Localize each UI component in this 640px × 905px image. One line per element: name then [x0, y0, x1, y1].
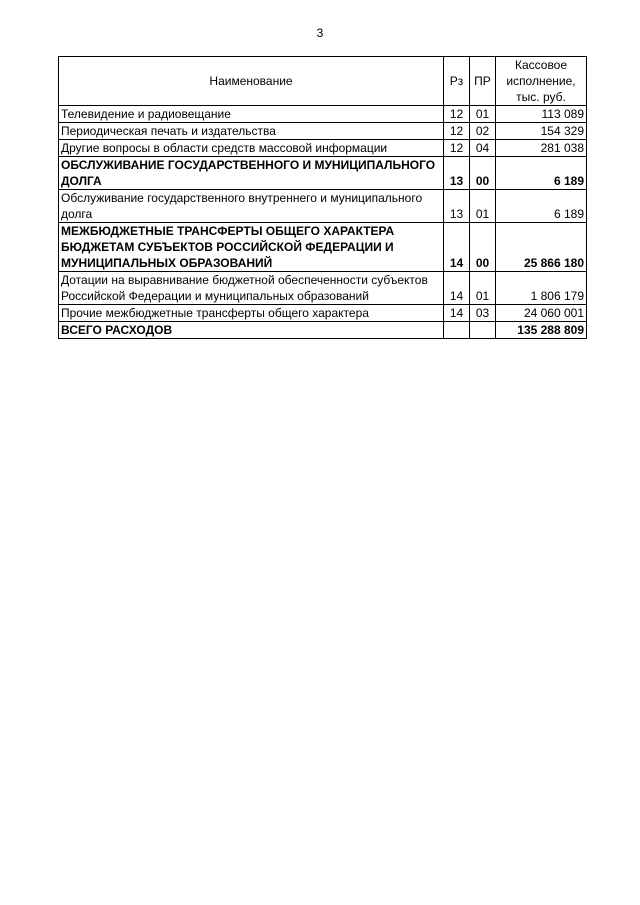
page-number: 3: [316, 26, 324, 40]
row-amount: 6 189: [496, 157, 587, 190]
row-name: Прочие межбюджетные трансферты общего характера: [59, 305, 444, 322]
row-rz: 14: [444, 305, 470, 322]
row-amount: 135 288 809: [496, 322, 587, 339]
table-row: [59, 223, 587, 272]
row-pr: 04: [470, 140, 496, 157]
header-amount: Кассовое исполнение, тыс. руб.: [496, 57, 587, 106]
row-pr: 01: [470, 106, 496, 123]
row-name: Дотации на выравнивание бюджетной обеспеченности субъектов Российской Федерации и муниципальных образований: [59, 272, 444, 305]
row-pr: 01: [470, 272, 496, 305]
row-name: Обслуживание государственного внутреннего и муниципального долга: [59, 190, 444, 223]
table-row: [59, 272, 587, 305]
row-name: Телевидение и радиовещание: [59, 106, 444, 123]
row-pr: 02: [470, 123, 496, 140]
row-rz: 13: [444, 190, 470, 223]
row-rz: 14: [444, 272, 470, 305]
row-rz: 12: [444, 106, 470, 123]
row-rz: 14: [444, 223, 470, 272]
row-pr: 01: [470, 190, 496, 223]
row-amount: 25 866 180: [496, 223, 587, 272]
row-rz: 13: [444, 157, 470, 190]
table-row: [59, 140, 587, 157]
row-rz: 12: [444, 123, 470, 140]
row-name: ВСЕГО РАСХОДОВ: [59, 322, 444, 339]
row-pr: 03: [470, 305, 496, 322]
row-amount: 281 038: [496, 140, 587, 157]
row-name: МЕЖБЮДЖЕТНЫЕ ТРАНСФЕРТЫ ОБЩЕГО ХАРАКТЕРА БЮДЖЕТАМ СУБЪЕКТОВ РОССИЙСКОЙ ФЕДЕРАЦИИ И МУНИЦИПАЛЬНЫХ ОБРАЗОВАНИЙ: [59, 223, 444, 272]
row-pr: 00: [470, 223, 496, 272]
total-row: [59, 322, 587, 339]
row-amount: 1 806 179: [496, 272, 587, 305]
expenditure-table: [58, 56, 587, 339]
header-pr: ПР: [470, 57, 496, 106]
row-rz: 12: [444, 140, 470, 157]
row-amount: 24 060 001: [496, 305, 587, 322]
row-pr: 00: [470, 157, 496, 190]
table-row: [59, 157, 587, 190]
row-amount: 113 089: [496, 106, 587, 123]
table-header-row: [59, 57, 587, 106]
row-amount: 6 189: [496, 190, 587, 223]
table-row: [59, 123, 587, 140]
row-name: Другие вопросы в области средств массовой информации: [59, 140, 444, 157]
row-pr: [470, 322, 496, 339]
table-row: [59, 305, 587, 322]
row-name: Периодическая печать и издательства: [59, 123, 444, 140]
header-rz: Рз: [444, 57, 470, 106]
row-amount: 154 329: [496, 123, 587, 140]
header-name: Наименование: [59, 57, 444, 106]
table-body: [59, 106, 587, 339]
row-name: ОБСЛУЖИВАНИЕ ГОСУДАРСТВЕННОГО И МУНИЦИПАЛЬНОГО ДОЛГА: [59, 157, 444, 190]
table-row: [59, 106, 587, 123]
row-rz: [444, 322, 470, 339]
table-row: [59, 190, 587, 223]
